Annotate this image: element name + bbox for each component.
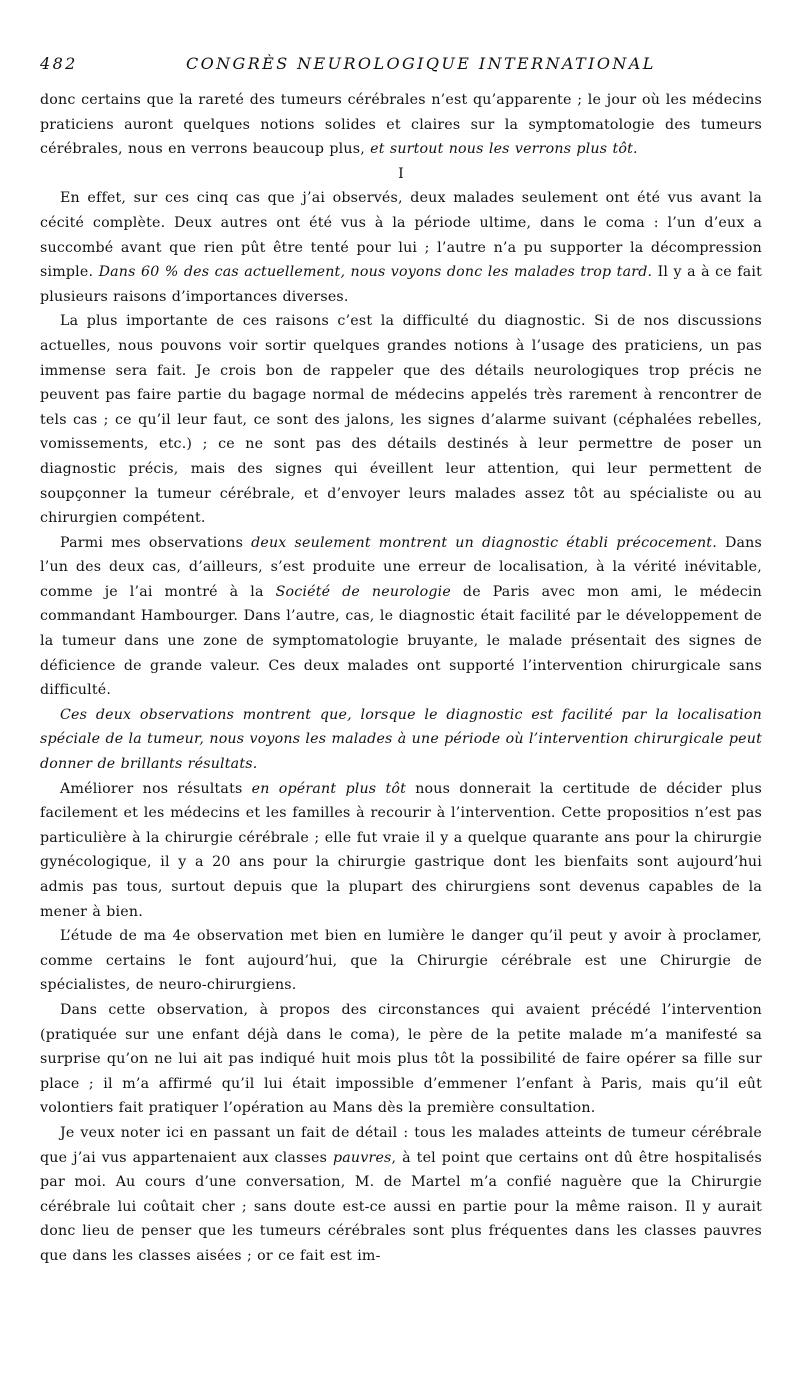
paragraph <box>40 924 762 998</box>
italic-run: et surtout nous les verrons plus tôt. <box>370 141 638 158</box>
paragraph <box>40 531 762 703</box>
paragraph <box>40 703 762 777</box>
italic-run: Société de neurologie <box>275 583 451 600</box>
text-run: Je veux noter ici en passant un fait de détail : tous les malades atteints de tumeur cérébrale que j’ai vus appartenaient aux classes <box>40 1124 762 1166</box>
paragraph <box>40 998 762 1121</box>
paragraph <box>40 186 762 309</box>
italic-run: deux seulement montrent un diagnostic établi précocement. <box>251 534 717 551</box>
italic-run: Ces deux observations montrent que, lorsque le diagnostic est facilité par la localisation spéciale de la tumeur, nous voyons les malades à une période où l’intervention chirurgicale peut donner de brillants résultats. <box>40 706 762 773</box>
italic-run: Dans 60 % des cas actuellement, nous voyons donc les malades trop tard. <box>98 264 653 281</box>
paragraph <box>40 1121 762 1269</box>
text-run: nous donnerait la certitude de décider plus facilement et les médecins et les familles à recourir à l’intervention. Cette propositios n’est pas particulière à la chirurgie cérébrale ; elle fut vraie il y a quelque quarante ans pour la chirurgie gynécologique, il y a 20 ans pour la chirurgie gastrique dont les bienfaits sont aujourd’hui admis pas tous, surtout depuis que la plupart des chirurgiens sont devenus capables de la mener à bien. <box>40 780 762 920</box>
page-number: 482 <box>40 54 78 73</box>
text-run: Parmi mes observations <box>60 534 252 551</box>
text-run: Dans cette observation, à propos des circonstances qui avaient précédé l’intervention (pratiquée sur une enfant déjà dans le coma), le père de la petite malade m’a manifesté sa surprise qu’on ne lui ait pas indiqué huit mois plus tôt la possibilité de faire opérer sa fille sur place ; il m’a affirmé qu’il lui était impossible d’emmener l’enfant à Paris, mais qu’il eût volontiers fait pratiquer l’opération au Mans dès la première consultation. <box>40 1001 762 1117</box>
text-run: de Paris avec mon ami, le médecin commandant Hambourger. Dans l’autre, cas, le diagnostic était facilité par le développement de la tumeur dans une zone de symptomatologie bruyante, le malade présentait des signes de déficience de grande valeur. Ces deux malades ont supporté l’intervention chirurgicale sans difficulté. <box>40 583 763 699</box>
text-run: L’étude de ma 4e observation met bien en lumière le danger qu’il peut y avoir à proclamer, comme certains le font aujourd’hui, que la Chirurgie cérébrale est une Chirurgie de spécialistes, de neuro-chirurgiens. <box>40 928 762 994</box>
section-number: I <box>398 165 404 182</box>
text-run: Il y a à ce fait plusieurs raisons d’importances diverses. <box>40 264 762 305</box>
italic-run: pauvres <box>332 1149 392 1166</box>
text-run: , à tel point que certains ont dû être hospitalisés par moi. Au cours d’une conversation, M. de Martel m’a confié naguère que la Chirurgie cérébrale lui coûtait cher ; sans doute est-ce aussi en partie pour la même raison. Il y aurait donc lieu de penser que les tumeurs cérébrales sont plus fréquentes dans les classes pauvres que dans les classes aisées ; or ce fait est im- <box>40 1149 762 1264</box>
italic-run: en opérant plus tôt <box>251 780 407 797</box>
paragraph <box>40 777 762 925</box>
text-run: En effet, sur ces cinq cas que j’ai observés, deux malades seulement ont été vus avant la cécité complète. Deux autres ont été vus à la période ultime, dans le coma : l’un d’eux a succombé avant que rien pût être tenté pour lui ; l’autre n’a pu supporter la décompression simple. <box>40 190 762 281</box>
text-run: Améliorer nos résultats <box>60 780 252 797</box>
text-run: donc certains que la rareté des tumeurs cérébrales n’est qu’apparente ; le jour où les médecins praticiens auront quelques notions solides et claires sur la symptomatologie des tumeurs cérébrales, nous en verrons beaucoup plus, <box>40 92 762 158</box>
paragraph <box>40 309 762 530</box>
running-title: CONGRÈS NEUROLOGIQUE INTERNATIONAL <box>186 54 656 73</box>
running-header <box>40 52 760 78</box>
text-run: Dans l’un des deux cas, d’ailleurs, s’est produite une erreur de localisation, à la vérité inévitable, comme je l’ai montré à la <box>40 534 762 600</box>
body-text <box>40 88 762 1269</box>
text-run: La plus importante de ces raisons c’est la difficulté du diagnostic. Si de nos discussions actuelles, nous pouvons voir sortir quelques grandes notions à l’usage des praticiens, un pas immense sera fait. Je crois bon de rappeler que des détails neurologiques trop précis ne peuvent pas faire partie du bagage normal de médecins appelés très rarement à rencontrer de tels cas ; ce qu’il leur faut, ce sont des jalons, les signes d’alarme suivant (céphalées rebelles, vomissements, etc.) ; ce ne sont pas des détails destinés à leur permettre de poser un diagnostic précis, mais des signes qui éveillent leur attention, qui leur permettent de soupçonner la tumeur cérébrale, et d’envoyer leurs malades assez tôt au spécialiste ou au chirurgien compétent. <box>40 313 762 527</box>
paragraph <box>40 88 762 162</box>
